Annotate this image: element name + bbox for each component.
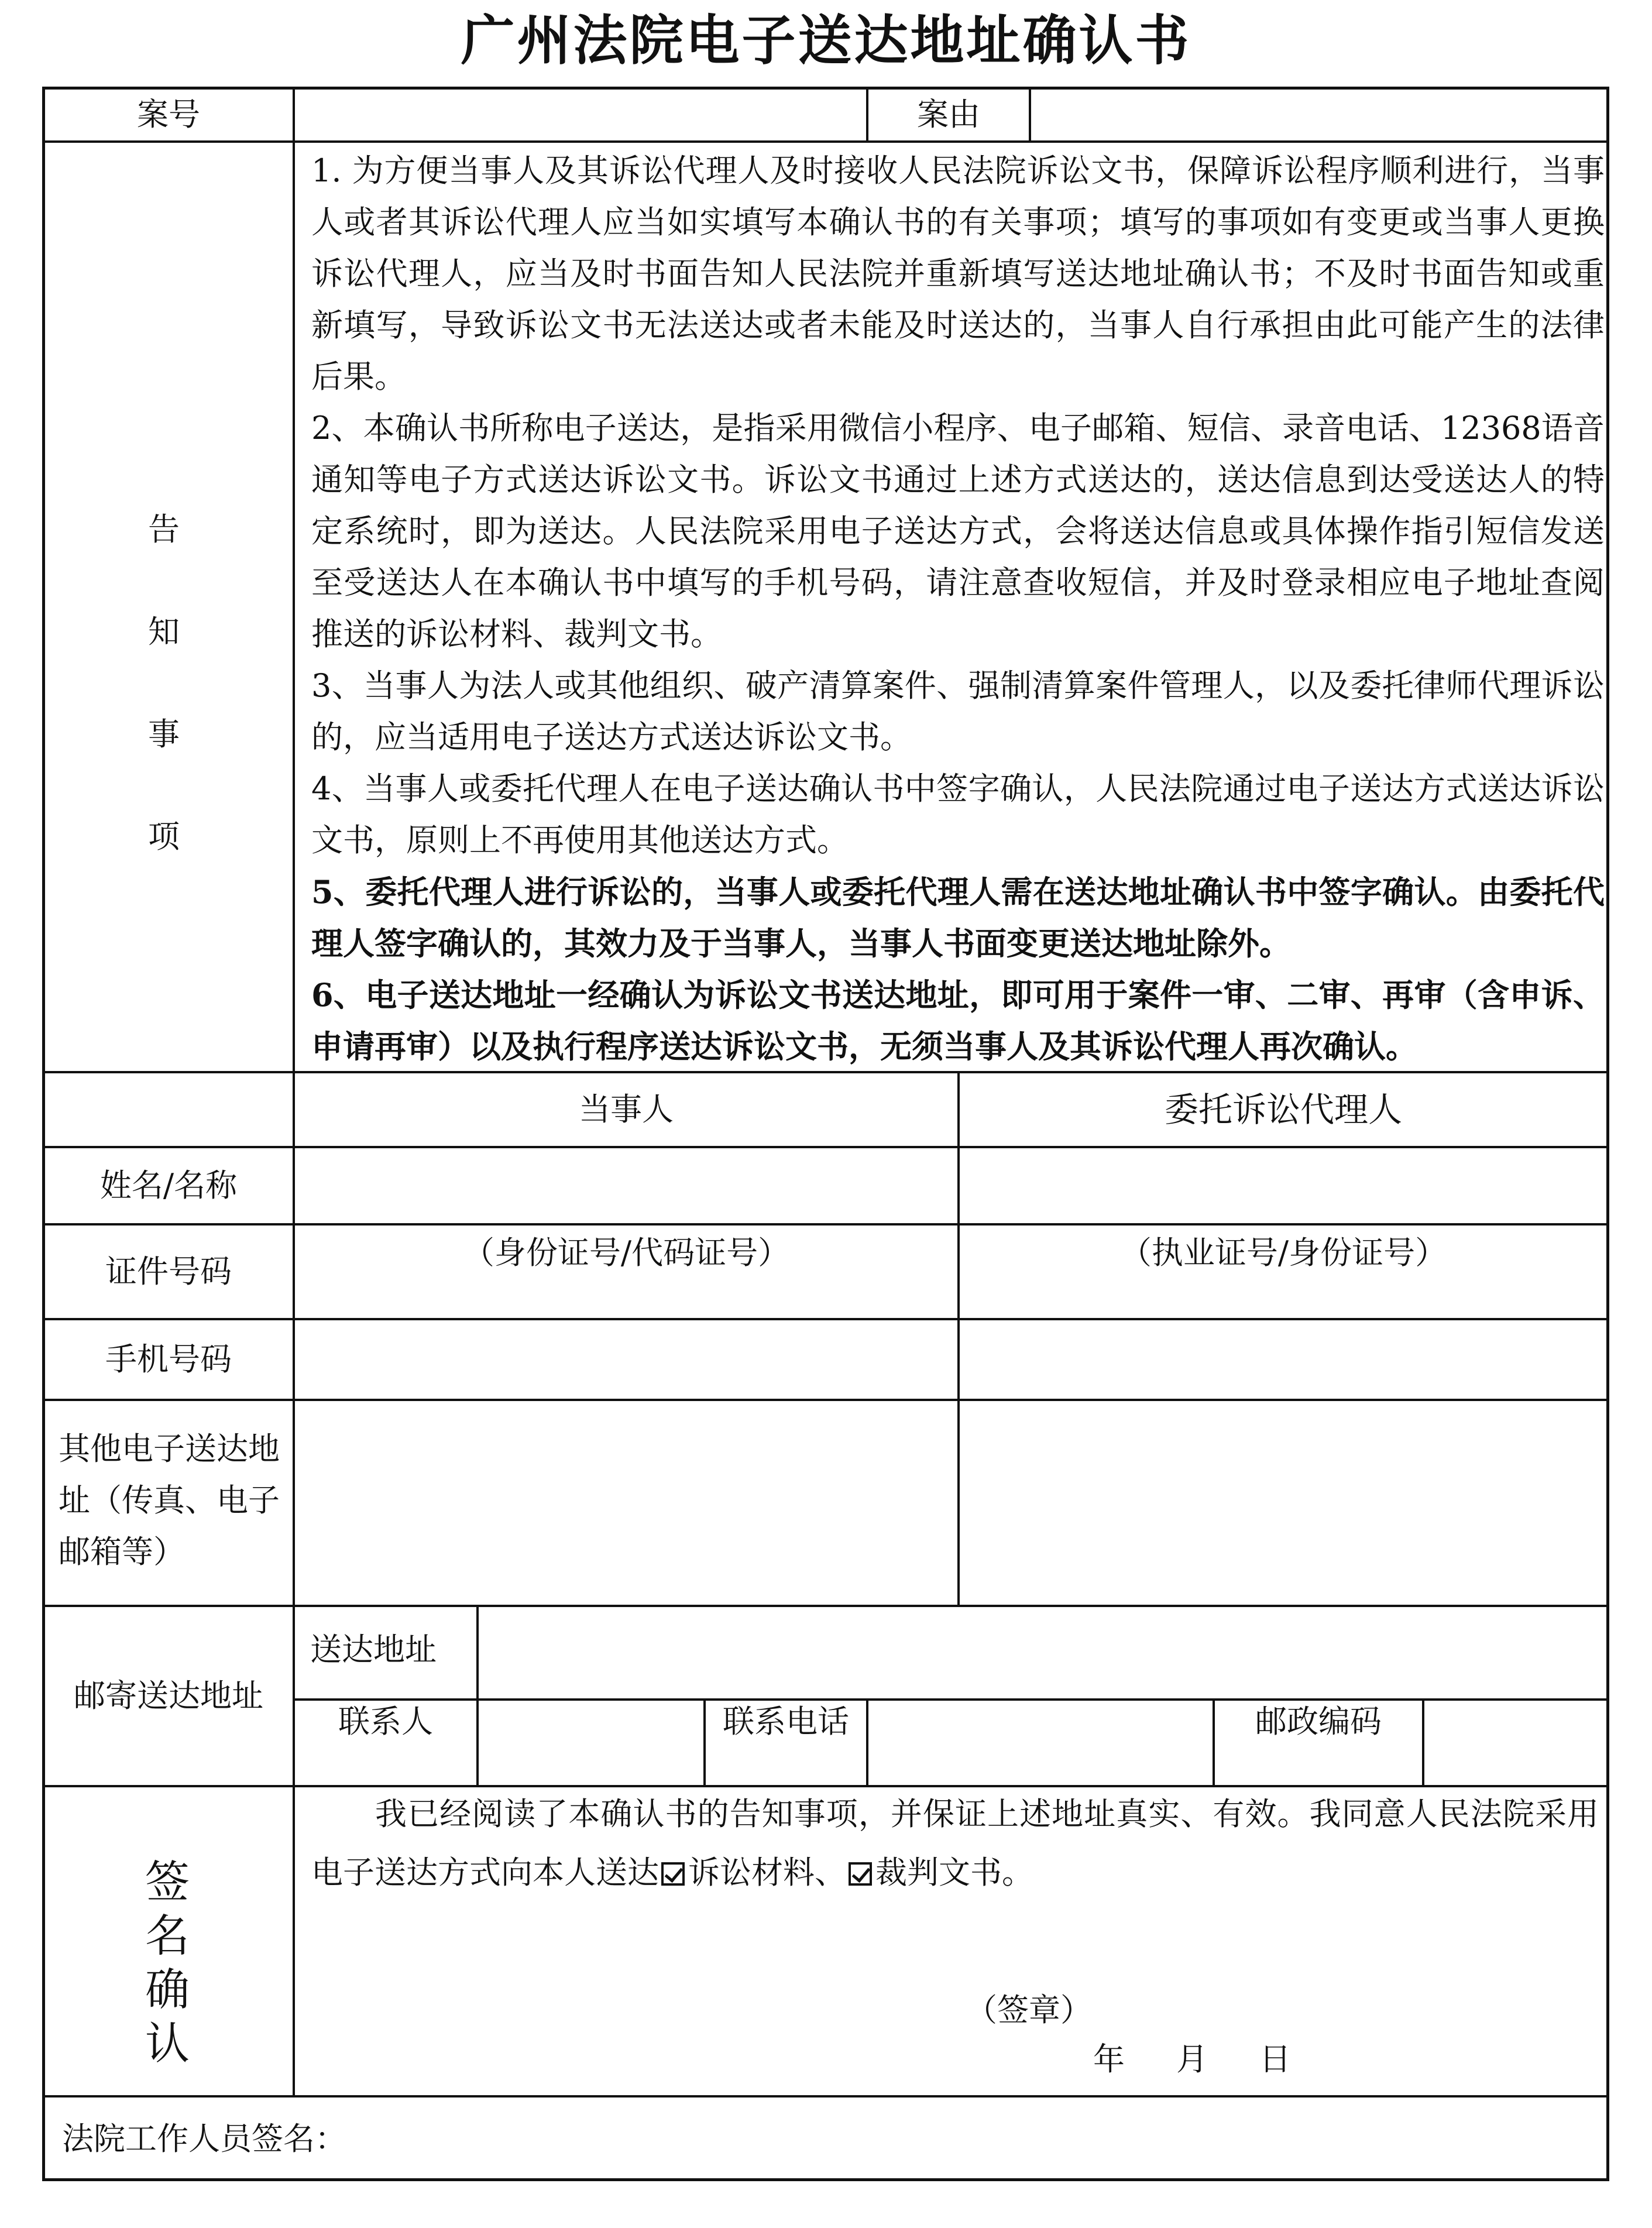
phone-label: 手机号码 xyxy=(105,1341,232,1378)
notice-item: 3、当事人为法人或其他组织、破产清算案件、强制清算案件管理人，以及委托律师代理诉讼的，应当适用电子送达方式送达诉讼文书。 xyxy=(311,667,1605,756)
notice-text xyxy=(311,145,1605,1070)
party-other-address-field[interactable] xyxy=(295,1401,957,1605)
notice-item: 1. 为方便当事人及其诉讼代理人及时接收人民法院诉讼文书，保障诉讼程序顺利进行，当事人或者其诉讼代理人应当如实填写本确认书的有关事项；填写的事项如有变更或当事人更换诉讼代理人，应当及时书面告知人民法院并重新填写送达地址确认书；不及时书面告知或重新填写，导致诉讼文书无法送达或者未能及时送达的，当事人自行承担由此可能产生的法律后果。 xyxy=(311,152,1605,395)
agent-phone-field[interactable] xyxy=(960,1320,1607,1399)
date-day-label: 日 xyxy=(1259,2041,1291,2078)
contact-phone-label: 联系电话 xyxy=(723,1703,849,1740)
notice-side-label-char: 知 xyxy=(148,613,180,650)
contact-person-field[interactable] xyxy=(479,1701,703,1785)
agent-id-hint: （执业证号/身份证号） xyxy=(1119,1234,1447,1271)
row-divider xyxy=(42,140,1609,143)
delivery-address-label: 送达地址 xyxy=(310,1631,437,1668)
litigation-materials-checkbox[interactable] xyxy=(661,1862,685,1886)
agent-name-field[interactable] xyxy=(960,1148,1607,1223)
delivery-address-field[interactable] xyxy=(479,1607,1607,1698)
judgment-documents-checkbox[interactable] xyxy=(849,1862,872,1886)
party-name-field[interactable] xyxy=(295,1148,957,1223)
declaration-text xyxy=(311,1785,1599,1902)
seal-label: （签章） xyxy=(966,1992,1092,2028)
notice-item: 2、本确认书所称电子送达，是指采用微信小程序、电子邮箱、短信、录音电话、12368语音通知等电子方式送达诉讼文书。诉讼文书通过上述方式送达的，送达信息到达受送达人的特定系统时，即为送达。人民法院采用电子送达方式，会将送达信息或具体操作指引短信发送至受送达人在本确认书中填写的手机号码，请注意查收短信，并及时登录相应电子地址查阅推送的诉讼材料、裁判文书。 xyxy=(311,410,1605,653)
agent-id-field[interactable] xyxy=(960,1276,1607,1318)
notice-item: 5、委托代理人进行诉讼的，当事人或委托代理人需在送达地址确认书中签字确认。由委托代理人签字确认的，其效力及于当事人，当事人书面变更送达地址除外。 xyxy=(311,873,1605,962)
notice-side-label-char: 事 xyxy=(148,716,180,753)
agent-column-header: 委托诉讼代理人 xyxy=(1164,1090,1402,1130)
id-number-label: 证件号码 xyxy=(105,1253,232,1290)
party-column-header: 当事人 xyxy=(579,1091,674,1128)
contact-person-label: 联系人 xyxy=(338,1703,433,1740)
signature-seal-area[interactable] xyxy=(878,1978,1229,2042)
notice-side-label-char: 告 xyxy=(148,511,180,548)
party-id-hint: （身份证号/代码证号） xyxy=(462,1234,790,1271)
declaration-body: 我已经阅读了本确认书的告知事项，并保证上述地址真实、有效。我同意人民法院采用电子送达方式向本人送达 xyxy=(311,1796,1599,1891)
case-number-field[interactable] xyxy=(295,89,866,140)
party-phone-field[interactable] xyxy=(295,1320,957,1399)
postcode-label: 邮政编码 xyxy=(1255,1703,1382,1740)
case-cause-label: 案由 xyxy=(917,96,980,133)
date-month-label: 月 xyxy=(1176,2041,1208,2078)
notice-item: 4、当事人或委托代理人在电子送达确认书中签字确认，人民法院通过电子送达方式送达诉讼文书，原则上不再使用其他送达方式。 xyxy=(311,770,1605,859)
form-title: 广州法院电子送达地址确认书 xyxy=(461,9,1191,72)
litigation-materials-option: 诉讼材料、 xyxy=(688,1854,846,1891)
row-divider xyxy=(42,2095,1609,2097)
staff-signature-label: 法院工作人员签名： xyxy=(62,2120,346,2157)
date-year-label: 年 xyxy=(1093,2041,1125,2078)
contact-phone-field[interactable] xyxy=(868,1701,1213,1785)
judgment-documents-option: 裁判文书。 xyxy=(875,1854,1033,1891)
party-id-field[interactable] xyxy=(295,1276,957,1318)
other-address-label: 其他电子送达地址（传真、电子邮箱等） xyxy=(59,1430,280,1570)
notice-item: 6、电子送达地址一经确认为诉讼文书送达地址，即可用于案件一审、二审、再审（含申诉、申请再审）以及执行程序送达诉讼文书，无须当事人及其诉讼代理人再次确认。 xyxy=(311,976,1605,1065)
name-label: 姓名/名称 xyxy=(99,1167,238,1204)
staff-signature-field[interactable] xyxy=(363,2107,1592,2171)
signature-label: 签名确认 xyxy=(145,1856,190,2069)
postcode-field[interactable] xyxy=(1424,1701,1607,1785)
notice-side-label-char: 项 xyxy=(148,818,180,855)
case-number-label: 案号 xyxy=(137,96,200,133)
case-cause-field[interactable] xyxy=(1031,89,1607,140)
agent-other-address-field[interactable] xyxy=(960,1401,1607,1605)
mail-address-label: 邮寄送达地址 xyxy=(74,1677,263,1714)
